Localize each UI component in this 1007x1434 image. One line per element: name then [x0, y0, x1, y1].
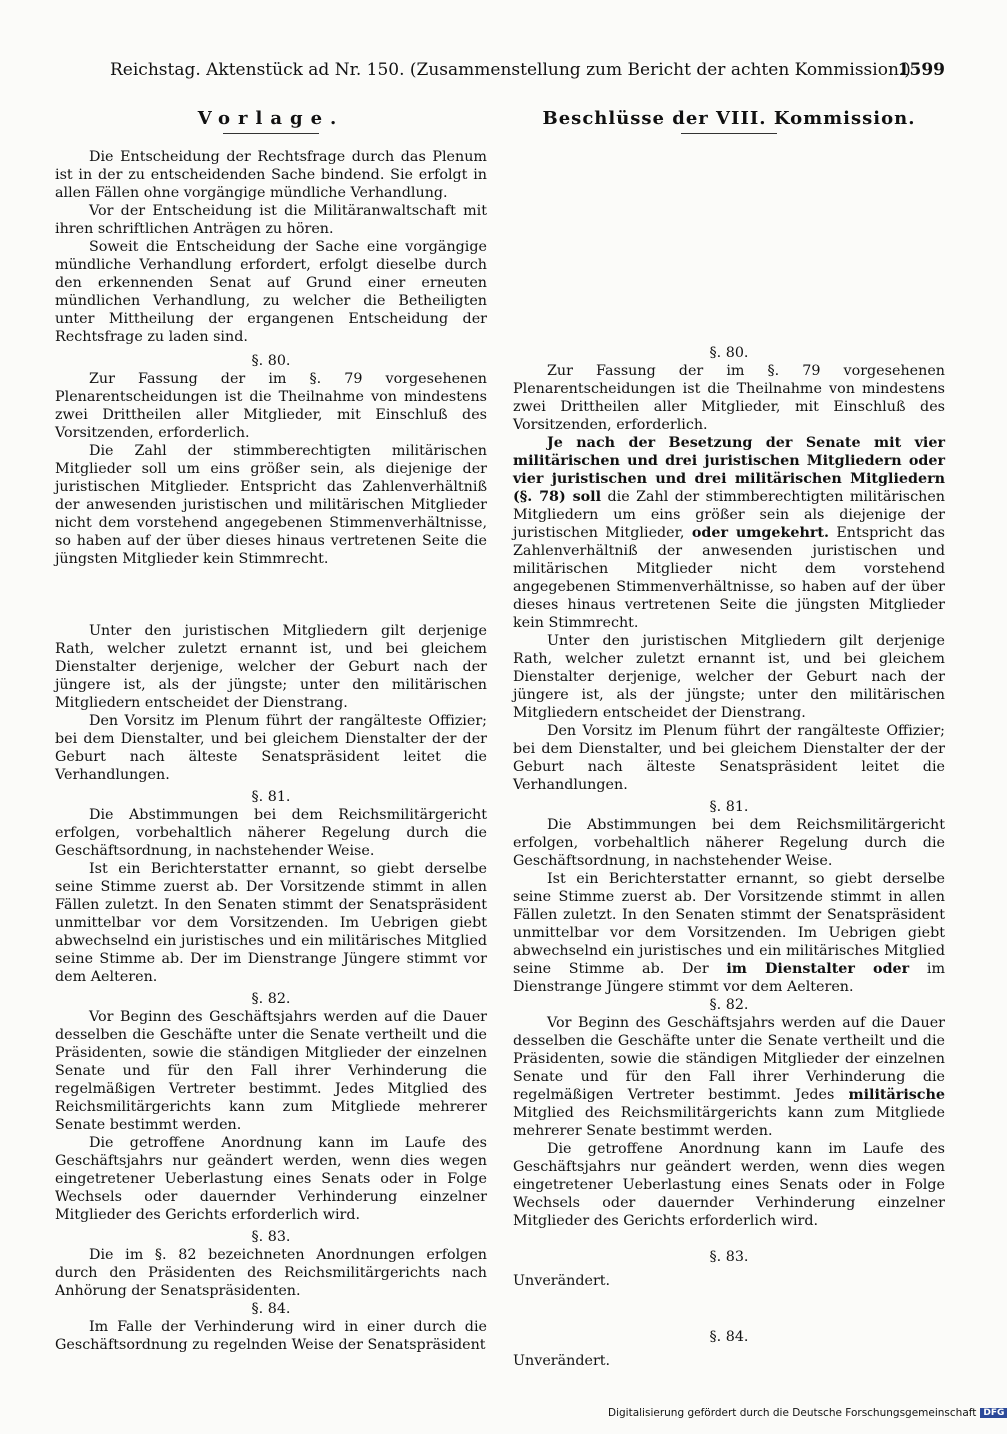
- section-heading: §. 82.: [709, 997, 749, 1013]
- paragraph: Zur Fassung der im §. 79 vorgesehenen Plenarentscheidungen ist die Theilnahme von mindestens zwei Drittheilen aller Mitglieder, mit Einschluß des Vorsitzenden, erforderlich.: [55, 371, 487, 441]
- paragraph-amended: [513, 1014, 945, 1140]
- credit-text: Digitalisierung gefördert durch die Deutsche Forschungsgemeinschaft: [608, 1407, 977, 1419]
- paragraph: Unter den juristischen Mitgliedern gilt derjenige Rath, welcher zuletzt ernannt ist, und bei gleichem Dienstalter derjenige, welcher der Geburt nach der jüngere ist, als der jüngste; unter den militärischen Mitgliedern entscheidet der Dienstrang.: [55, 623, 487, 711]
- section-heading: §. 84.: [709, 1329, 749, 1345]
- paragraph: Soweit die Entscheidung der Sache eine vorgängige mündliche Verhandlung erfordert, erfolgt dieselbe durch den erkennenden Senat auf Grund einer erneuten mündlichen Verhandlung, zu welcher die Betheiligten unter Mittheilung der ergangenen Entscheidung der Rechtsfrage zu laden sind.: [55, 239, 487, 345]
- paragraph: Die getroffene Anordnung kann im Laufe des Geschäftsjahrs nur geändert werden, wenn dies wegen eingetretener Ueberlastung eines Senats oder in Folge Wechsels oder dauernder Verhinderung einzelner Mitglieder des Gerichts erforderlich wird.: [55, 1135, 487, 1223]
- paragraph: Die im §. 82 bezeichneten Anordnungen erfolgen durch den Präsidenten des Reichsmilitärgerichts nach Anhörung der Senatspräsidenten.: [55, 1247, 487, 1299]
- amended-text: im Dienstalter oder: [726, 961, 910, 977]
- text-run: die Zahl der stimmberechtigten militärischen Mitgliedern um eins größer sein als diejenige der juristischen Mitglieder,: [513, 489, 945, 541]
- section-heading: §. 81.: [251, 789, 291, 805]
- text-run: Entspricht das Zahlenverhältniß der anwesenden juristischen und militärischen Mitglieder nicht dem vorstehend angegebenen Stimmenverhältnisse, so haben auf der über dieses hinaus vertretenen Seite die jüngsten Mitglieder kein Stimmrecht.: [513, 525, 945, 631]
- paragraph: Die Zahl der stimmberechtigten militärischen Mitglieder soll um eins größer sein, als diejenige der juristischen Mitglieder. Entspricht das Zahlenverhältniß der anwesenden juristischen und militärischen Mitglieder nicht dem vorstehend angegebenen Stimmenverhältnisse, so haben auf der über dieses hinaus vertretenen Seite die jüngsten Mitglieder kein Stimmrecht.: [55, 443, 487, 567]
- paragraph: Zur Fassung der im §. 79 vorgesehenen Plenarentscheidungen ist die Theilnahme von mindestens zwei Drittheilen aller Mitglieder, mit Einschluß des Vorsitzenden, erforderlich.: [513, 363, 945, 433]
- page-number: 1599: [897, 60, 945, 80]
- paragraph: Den Vorsitz im Plenum führt der rangälteste Offizier; bei dem Dienstalter, und bei gleichem Dienstalter der der Geburt nach älteste Senatspräsident leitet die Verhandlungen.: [513, 723, 945, 793]
- paragraph: Den Vorsitz im Plenum führt der rangälteste Offizier; bei dem Dienstalter, und bei gleichem Dienstalter der der Geburt nach älteste Senatspräsident leitet die Verhandlungen.: [55, 713, 487, 783]
- paragraph: Unter den juristischen Mitgliedern gilt derjenige Rath, welcher zuletzt ernannt ist, und bei gleichem Dienstalter derjenige, welcher der Geburt nach der jüngere ist, als der jüngste; unter den militärischen Mitgliedern entscheidet der Dienstrang.: [513, 633, 945, 721]
- section-heading: §. 80.: [251, 353, 291, 369]
- paragraph-amended: [513, 870, 945, 996]
- text-run: Mitglied des Reichsmilitärgerichts kann zum Mitgliede mehrerer Senate bestimmt werden.: [513, 1105, 945, 1139]
- paragraph: Vor der Entscheidung ist die Militäranwaltschaft mit ihren schriftlichen Anträgen zu hören.: [55, 203, 487, 237]
- dfg-logo: DFG: [980, 1408, 1007, 1418]
- paragraph: Ist ein Berichterstatter ernannt, so giebt derselbe seine Stimme zuerst ab. Der Vorsitzende stimmt in allen Fällen zuletzt. In den Senaten stimmt der Senatspräsident unmittelbar vor dem Vorsitzenden. Im Uebrigen giebt abwechselnd ein juristisches und ein militärisches Mitglied seine Stimme ab. Der im Dienstrange Jüngere stimmt vor dem Aelteren.: [55, 861, 487, 985]
- unchanged-note: Unverändert.: [513, 1273, 611, 1289]
- section-heading: §. 84.: [251, 1301, 291, 1317]
- text-run: Vor Beginn des Geschäftsjahrs werden auf die Dauer desselben die Geschäfte unter die Senate vertheilt und die Präsidenten, sowie die ständigen Mitglieder der einzelnen Senate und für den Fall ihrer Verhinderung die regelmäßigen Vertreter bestimmt. Jedes: [513, 1015, 945, 1103]
- title-rule: [223, 133, 319, 134]
- column-vorlage: [55, 108, 487, 1354]
- spacer: [513, 1290, 945, 1328]
- section-heading: §. 83.: [709, 1249, 749, 1265]
- paragraph: Vor Beginn des Geschäftsjahrs werden auf die Dauer desselben die Geschäfte unter die Senate vertheilt und die Präsidenten, sowie die ständigen Mitglieder der einzelnen Senate und für den Fall ihrer Verhinderung die regelmäßigen Vertreter bestimmt. Jedes Mitglied des Reichsmilitärgerichts kann zum Mitgliede mehrerer Senate bestimmt werden.: [55, 1009, 487, 1133]
- unchanged-note: Unverändert.: [513, 1353, 611, 1369]
- paragraph: Die getroffene Anordnung kann im Laufe des Geschäftsjahrs nur geändert werden, wenn dies wegen eingetretener Ueberlastung eines Senats oder in Folge Wechsels oder dauernder Verhinderung einzelner Mitglieder des Gerichts erforderlich wird.: [513, 1141, 945, 1229]
- spacer: [55, 568, 487, 622]
- section-heading: §. 80.: [709, 345, 749, 361]
- section-heading: §. 81.: [709, 799, 749, 815]
- column-beschluesse: [513, 108, 945, 1370]
- title-rule: [681, 133, 777, 134]
- paragraph: Die Abstimmungen bei dem Reichsmilitärgericht erfolgen, vorbehaltlich näherer Regelung durch die Geschäftsordnung, in nachstehender Weise.: [55, 807, 487, 859]
- text-run: im Dienstrange Jüngere stimmt vor dem Aelteren.: [513, 961, 945, 995]
- text-run: Ist ein Berichterstatter ernannt, so giebt derselbe seine Stimme zuerst ab. Der Vorsitzende stimmt in allen Fällen zuletzt. In den Senaten stimmt der Senatspräsident unmittelbar vor dem Vorsitzenden. Im Uebrigen giebt abwechselnd ein juristisches und ein militärisches Mitglied seine Stimme ab. Der: [513, 871, 945, 977]
- amended-text: Je nach der Besetzung der Senate mit vier militärischen und drei juristischen Mitgliedern oder vier juristischen und drei militärischen Mitgliedern (§. 78) soll: [513, 435, 945, 505]
- paragraph: Die Entscheidung der Rechtsfrage durch das Plenum ist in der zu entscheidenden Sache bindend. Sie erfolgt in allen Fällen ohne vorgängige mündliche Verhandlung.: [55, 149, 487, 201]
- column-title-vorlage: Vorlage.: [197, 108, 345, 129]
- page-header: [110, 60, 945, 84]
- paragraph: Die Abstimmungen bei dem Reichsmilitärgericht erfolgen, vorbehaltlich näherer Regelung durch die Geschäftsordnung, in nachstehender Weise.: [513, 817, 945, 869]
- paragraph-amended: [513, 434, 945, 632]
- amended-text: oder umgekehrt.: [691, 525, 829, 541]
- spacer: [513, 1230, 945, 1248]
- digitization-credit: [608, 1407, 1005, 1423]
- amended-text: militärische: [848, 1087, 945, 1103]
- paragraph: Im Falle der Verhinderung wird in einer durch die Geschäftsordnung zu regelnden Weise der Senatspräsident: [55, 1319, 487, 1353]
- section-heading: §. 83.: [251, 1229, 291, 1245]
- column-title-beschluesse: Beschlüsse der VIII. Kommission.: [542, 108, 916, 129]
- spacer: [513, 148, 945, 344]
- section-heading: §. 82.: [251, 991, 291, 1007]
- running-title: Reichstag. Aktenstück ad Nr. 150. (Zusammenstellung zum Bericht der achten Kommission.): [110, 60, 911, 80]
